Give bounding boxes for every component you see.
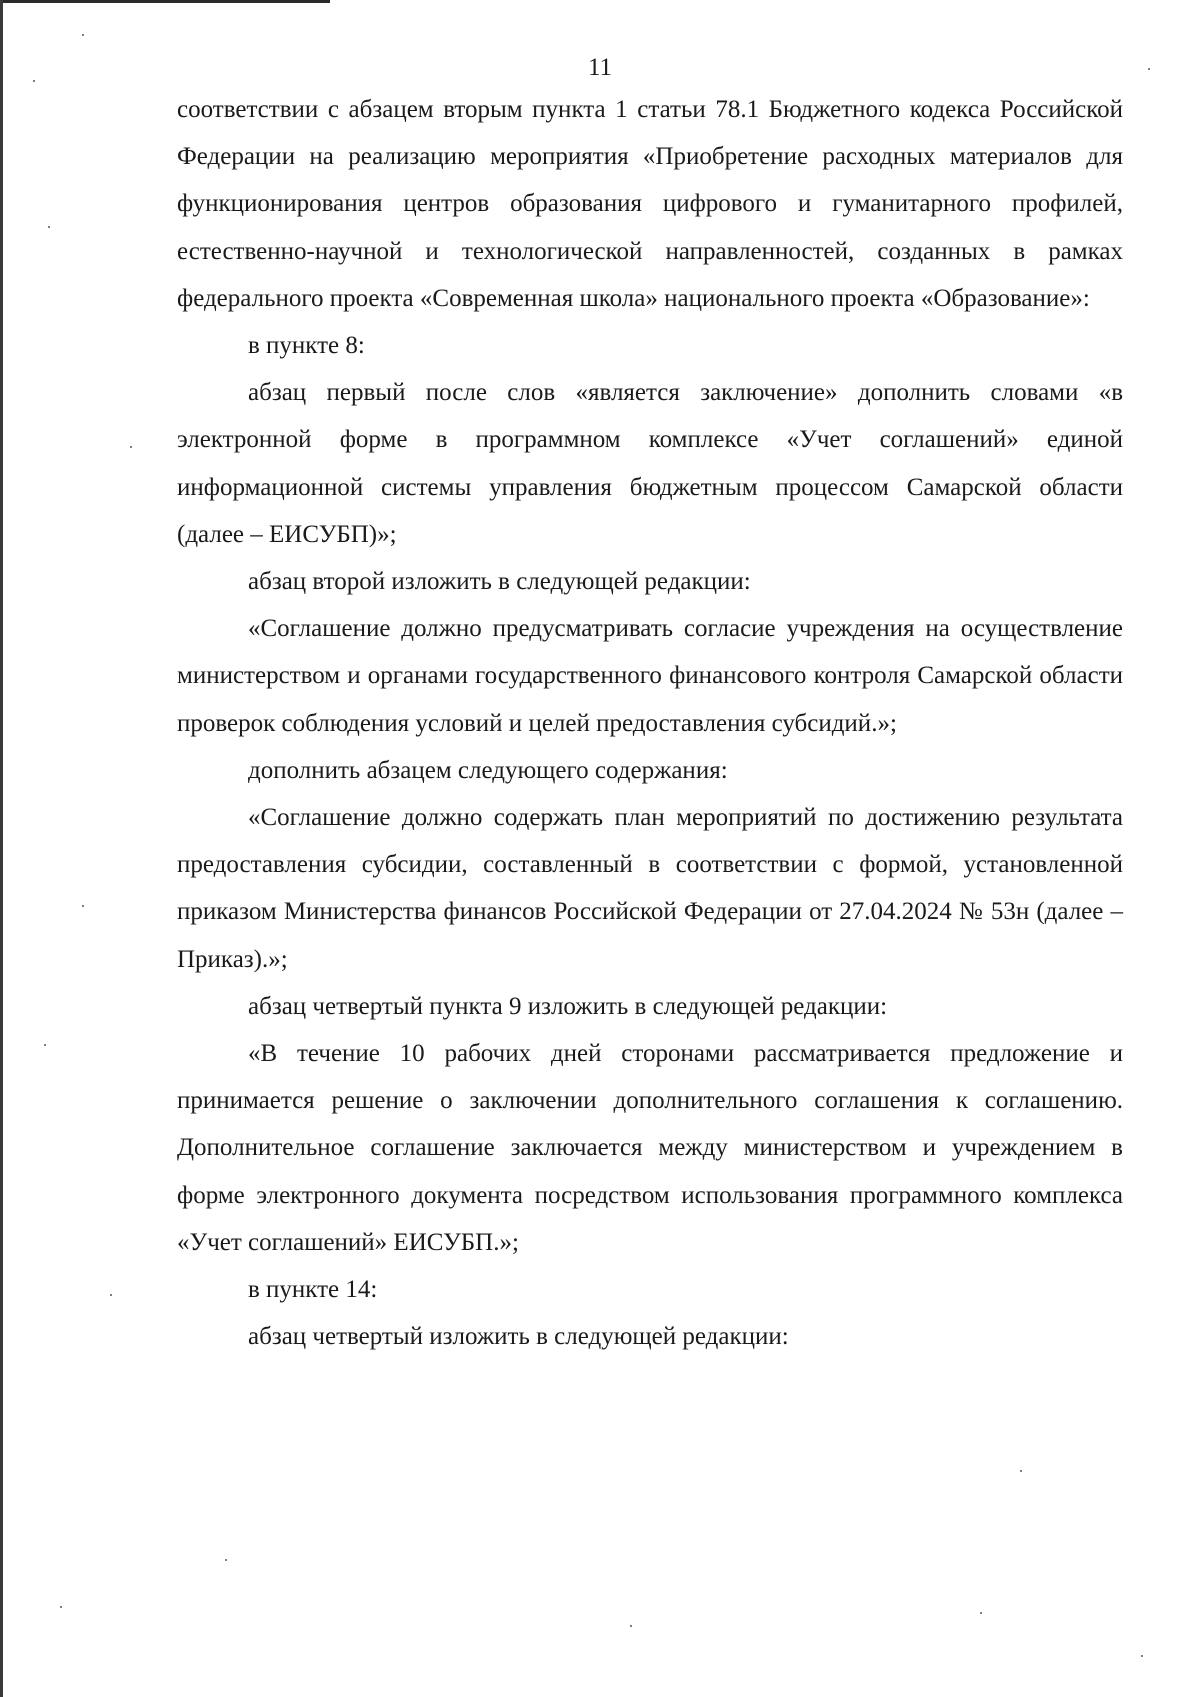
scan-speck bbox=[82, 905, 84, 907]
scan-speck bbox=[1141, 1655, 1143, 1657]
scan-speck bbox=[33, 80, 35, 82]
paragraph-continuation: соответствии с абзацем вторым пункта 1 статьи 78.1 Бюджетного кодекса Российской Федерации на реализацию мероприятия «Приобретение расходных материалов для функционирования центров образования цифрового и гуманитарного профилей, естественно-научной и технологической направленностей, созданных в рамках федерального проекта «Современная школа» национального проекта «Образование»: bbox=[177, 96, 1123, 312]
paragraph-second-abzac-heading: абзац второй изложить в следующей редакции: bbox=[248, 568, 751, 596]
paragraph-add-abzac-heading: дополнить абзацем следующего содержания: bbox=[248, 756, 728, 784]
scan-border-left bbox=[0, 0, 3, 1697]
scan-speck bbox=[980, 1612, 982, 1614]
paragraph-agreement-plan: «Соглашение должно содержать план мероприятий по достижению результата предоставления субсидии, составленный в соответствии с формой, установленной приказом Министерства финансов Российской Федерации от 27.04.2024 № 53н (далее – Приказ).»; bbox=[177, 804, 1123, 973]
paragraph-point-14-heading: в пункте 14: bbox=[248, 1276, 378, 1304]
page-number: 11 bbox=[587, 54, 613, 81]
scan-speck bbox=[130, 446, 132, 448]
scan-speck bbox=[1020, 1470, 1022, 1472]
scan-speck bbox=[48, 226, 50, 228]
scan-speck bbox=[110, 1294, 112, 1296]
paragraph-first-abzac-amendment: абзац первый после слов «является заключение» дополнить словами «в электронной форме в программном комплексе «Учет соглашений» единой информационной системы управления бюджетным процессом Самарской области (далее – ЕИСУБП)»; bbox=[177, 379, 1123, 548]
scan-speck bbox=[44, 1044, 46, 1046]
document-body bbox=[177, 86, 1123, 1360]
scan-speck bbox=[1148, 68, 1150, 70]
scan-speck bbox=[225, 1559, 227, 1561]
paragraph-agreement-consent: «Соглашение должно предусматривать согласие учреждения на осуществление министерством и органами государственного финансового контроля Самарской области проверок соблюдения условий и целей предоставления субсидий.»; bbox=[177, 615, 1123, 737]
paragraph-point-9-heading: абзац четвертый пункта 9 изложить в следующей редакции: bbox=[248, 992, 888, 1020]
paragraph-fourth-abzac-heading: абзац четвертый изложить в следующей редакции: bbox=[248, 1323, 789, 1351]
paragraph-point-8-heading: в пункте 8: bbox=[248, 332, 365, 360]
scan-speck bbox=[60, 1606, 62, 1608]
scan-speck bbox=[630, 1625, 632, 1627]
scan-border-top bbox=[0, 0, 330, 3]
scan-speck bbox=[82, 34, 84, 36]
paragraph-ten-days: «В течение 10 рабочих дней сторонами рассматривается предложение и принимается решение о заключении дополнительного соглашения к соглашению. Дополнительное соглашение заключается между министерством и учреждением в форме электронного документа посредством использования программного комплекса «Учет соглашений» ЕИСУБП.»; bbox=[177, 1040, 1123, 1256]
